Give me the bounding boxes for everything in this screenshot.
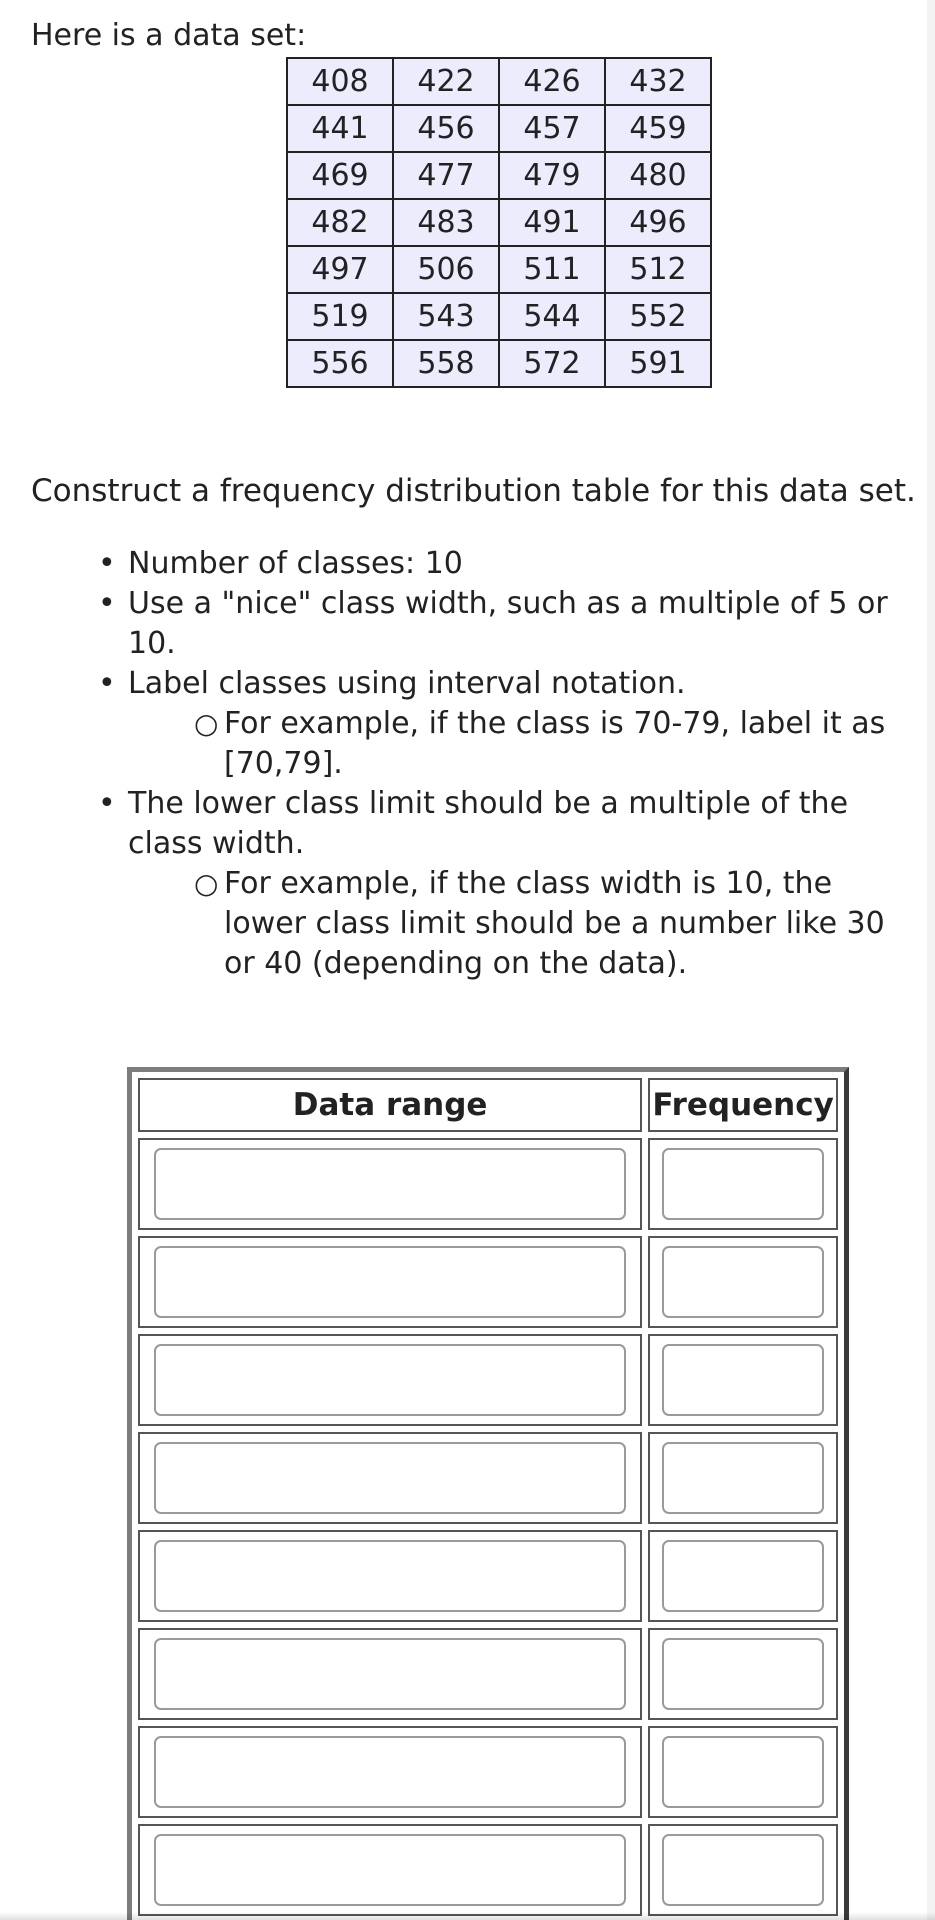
- circle-bullet-icon: ○: [194, 867, 219, 900]
- data-cell: 572: [499, 340, 605, 387]
- range-cell: [138, 1236, 642, 1328]
- data-cell: 491: [499, 199, 605, 246]
- data-range-input[interactable]: [154, 1344, 626, 1416]
- sub-rules-list: [128, 864, 918, 984]
- data-cell: 426: [499, 58, 605, 105]
- data-cell: 479: [499, 152, 605, 199]
- data-row: [287, 293, 711, 340]
- rules-list: [98, 544, 918, 984]
- range-cell: [138, 1726, 642, 1818]
- data-row: [287, 199, 711, 246]
- range-cell: [138, 1824, 642, 1916]
- frequency-table-container: [127, 1067, 849, 1920]
- data-cell: 496: [605, 199, 711, 246]
- data-cell: 441: [287, 105, 393, 152]
- frequency-row: [138, 1236, 838, 1328]
- data-range-input[interactable]: [154, 1246, 626, 1318]
- bullet-icon: •: [98, 666, 116, 701]
- data-row: [287, 152, 711, 199]
- range-cell: [138, 1432, 642, 1524]
- frequency-input[interactable]: [662, 1638, 824, 1710]
- intro-text: Here is a data set:: [31, 18, 307, 53]
- page-scrollbar[interactable]: [927, 0, 935, 1920]
- data-range-input[interactable]: [154, 1148, 626, 1220]
- bottom-edge-shadow: [0, 1912, 935, 1920]
- data-cell: 512: [605, 246, 711, 293]
- frequency-cell: [648, 1138, 838, 1230]
- frequency-row: [138, 1530, 838, 1622]
- sub-rules-list: [128, 704, 918, 784]
- sub-rule-text: For example, if the class is 70-79, label it as [70,79].: [224, 706, 886, 781]
- frequency-cell: [648, 1824, 838, 1916]
- data-set-table: [286, 57, 712, 388]
- frequency-table: [132, 1072, 844, 1920]
- data-cell: 497: [287, 246, 393, 293]
- sub-rule-text: For example, if the class width is 10, the lower class limit should be a number like 30 or 40 (depending on the data).: [224, 866, 885, 981]
- data-cell: 558: [393, 340, 499, 387]
- frequency-cell: [648, 1530, 838, 1622]
- data-cell: 408: [287, 58, 393, 105]
- frequency-row: [138, 1334, 838, 1426]
- data-range-input[interactable]: [154, 1834, 626, 1906]
- frequency-row: [138, 1726, 838, 1818]
- frequency-input[interactable]: [662, 1148, 824, 1220]
- frequency-input[interactable]: [662, 1834, 824, 1906]
- data-cell: 506: [393, 246, 499, 293]
- rule-text: Number of classes: 10: [128, 546, 463, 581]
- frequency-cell: [648, 1432, 838, 1524]
- data-cell: 457: [499, 105, 605, 152]
- data-range-input[interactable]: [154, 1540, 626, 1612]
- frequency-row: [138, 1432, 838, 1524]
- data-cell: 543: [393, 293, 499, 340]
- bullet-icon: •: [98, 546, 116, 581]
- sub-rule-item: [194, 864, 918, 984]
- frequency-input[interactable]: [662, 1540, 824, 1612]
- data-row: [287, 246, 711, 293]
- frequency-header: Frequency: [648, 1078, 838, 1132]
- instruction-text: Construct a frequency distribution table for this data set.: [31, 473, 916, 509]
- data-cell: 432: [605, 58, 711, 105]
- frequency-input[interactable]: [662, 1736, 824, 1808]
- data-range-input[interactable]: [154, 1736, 626, 1808]
- data-cell: 511: [499, 246, 605, 293]
- data-row: [287, 340, 711, 387]
- data-range-header: Data range: [138, 1078, 642, 1132]
- sub-rule-item: [194, 704, 918, 784]
- data-cell: 469: [287, 152, 393, 199]
- rule-item: [98, 664, 918, 784]
- range-cell: [138, 1628, 642, 1720]
- data-row: [287, 105, 711, 152]
- data-row: [287, 58, 711, 105]
- rule-text: Use a "nice" class width, such as a multiple of 5 or 10.: [128, 586, 888, 661]
- frequency-row: [138, 1628, 838, 1720]
- data-range-input[interactable]: [154, 1442, 626, 1514]
- data-range-input[interactable]: [154, 1638, 626, 1710]
- data-cell: 483: [393, 199, 499, 246]
- rule-text: Label classes using interval notation.: [128, 666, 686, 701]
- frequency-cell: [648, 1334, 838, 1426]
- rule-item: [98, 544, 918, 584]
- range-cell: [138, 1138, 642, 1230]
- range-cell: [138, 1530, 642, 1622]
- bullet-icon: •: [98, 586, 116, 621]
- frequency-input[interactable]: [662, 1246, 824, 1318]
- frequency-cell: [648, 1726, 838, 1818]
- data-cell: 544: [499, 293, 605, 340]
- circle-bullet-icon: ○: [194, 707, 219, 740]
- data-cell: 480: [605, 152, 711, 199]
- data-cell: 556: [287, 340, 393, 387]
- data-cell: 422: [393, 58, 499, 105]
- data-cell: 459: [605, 105, 711, 152]
- rule-item: [98, 584, 918, 664]
- range-cell: [138, 1334, 642, 1426]
- data-cell: 591: [605, 340, 711, 387]
- data-cell: 482: [287, 199, 393, 246]
- bullet-icon: •: [98, 786, 116, 821]
- data-cell: 519: [287, 293, 393, 340]
- frequency-cell: [648, 1628, 838, 1720]
- data-cell: 477: [393, 152, 499, 199]
- frequency-row: [138, 1824, 838, 1916]
- rule-text: The lower class limit should be a multiple of the class width.: [128, 786, 849, 861]
- frequency-input[interactable]: [662, 1344, 824, 1416]
- frequency-cell: [648, 1236, 838, 1328]
- data-cell: 552: [605, 293, 711, 340]
- frequency-input[interactable]: [662, 1442, 824, 1514]
- frequency-row: [138, 1138, 838, 1230]
- rule-item: [98, 784, 918, 984]
- frequency-header-row: [138, 1078, 838, 1132]
- data-cell: 456: [393, 105, 499, 152]
